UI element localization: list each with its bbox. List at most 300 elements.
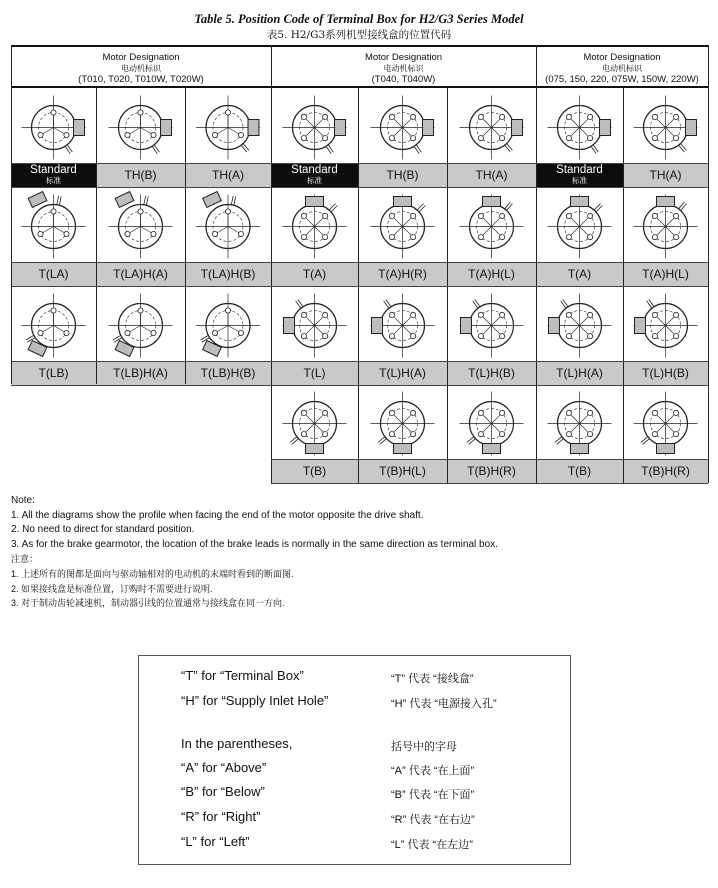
- position-code-label: [96, 262, 185, 286]
- bolt-hole: [238, 330, 243, 335]
- code-text: T(LA)H(B): [200, 267, 256, 281]
- diagram-cell: [271, 384, 358, 459]
- diagram-cell: [11, 88, 96, 163]
- motor-diagram: [536, 286, 623, 361]
- bolt-hole: [301, 213, 306, 218]
- code-subtext: 标准: [572, 176, 587, 185]
- bolt-hole: [138, 308, 143, 313]
- inlet-hole: [59, 196, 61, 205]
- position-code-label: [358, 361, 447, 385]
- motor-diagram: [358, 286, 447, 361]
- diagram-cell: [358, 384, 447, 459]
- bolt-hole: [411, 432, 416, 437]
- header-models: (T010, T020, T010W, T020W): [78, 74, 204, 85]
- code-text: T(L)H(A): [556, 366, 603, 380]
- bolt-hole: [500, 136, 505, 141]
- bolt-hole: [323, 213, 328, 218]
- grid-line: [11, 361, 708, 362]
- notes-heading: Note:: [11, 495, 35, 506]
- bolt-hole: [389, 432, 394, 437]
- terminal-box: [686, 120, 697, 136]
- note-item-cn: 3. 对于制动齿轮减速机，制动器引线的位置通常与接线盒在同一方向.: [11, 598, 285, 609]
- bolt-hole: [500, 432, 505, 437]
- inlet-hole: [596, 205, 602, 211]
- code-text: T(A): [567, 267, 592, 281]
- terminal-box: [394, 197, 412, 207]
- terminal-box: [571, 444, 589, 454]
- bolt-hole: [301, 235, 306, 240]
- inlet-hole: [419, 205, 425, 211]
- bolt-hole: [38, 132, 43, 137]
- terminal-box: [161, 120, 172, 136]
- legend-cn: “L” 代表 “在左边”: [391, 839, 473, 851]
- grid-line: [271, 483, 708, 484]
- bolt-hole: [301, 334, 306, 339]
- bolt-hole: [323, 235, 328, 240]
- bolt-hole: [674, 213, 679, 218]
- diagram-cell: [536, 88, 623, 163]
- header-label: Motor Designation: [102, 52, 180, 63]
- bolt-hole: [411, 312, 416, 317]
- motor-diagram: [358, 384, 447, 459]
- bolt-hole: [500, 312, 505, 317]
- grid-line: [185, 88, 186, 384]
- position-code-label: [447, 459, 536, 483]
- code-text: Standard: [30, 164, 77, 176]
- bolt-hole: [38, 231, 43, 236]
- bolt-hole: [64, 231, 69, 236]
- bolt-hole: [125, 330, 130, 335]
- bolt-hole: [566, 432, 571, 437]
- bolt-hole: [125, 231, 130, 236]
- code-text: TH(A): [212, 168, 244, 182]
- code-text: TH(A): [649, 168, 682, 182]
- motor-diagram: [96, 88, 185, 163]
- inlet-hole: [641, 437, 648, 443]
- motor-diagram: [623, 187, 708, 262]
- header-group-1: [11, 45, 271, 88]
- bolt-hole: [652, 334, 657, 339]
- inlet-hole: [681, 204, 687, 211]
- terminal-box: [115, 192, 134, 208]
- grid-line: [11, 286, 708, 287]
- grid-line: [271, 45, 272, 483]
- bolt-hole: [389, 312, 394, 317]
- terminal-box: [657, 444, 675, 454]
- diagram-cell: [623, 384, 708, 459]
- bolt-hole: [500, 213, 505, 218]
- bolt-hole: [500, 114, 505, 119]
- header-label-cn: 电动机标识: [602, 64, 642, 73]
- grid-line: [11, 163, 708, 164]
- inlet-hole: [146, 196, 148, 205]
- code-text: T(LB)H(A): [113, 366, 168, 380]
- bolt-hole: [225, 308, 230, 313]
- terminal-box: [74, 120, 85, 136]
- bolt-hole: [588, 114, 593, 119]
- legend-en: “L” for “Left”: [181, 834, 250, 849]
- bolt-hole: [238, 231, 243, 236]
- position-code-label: [623, 163, 708, 187]
- position-code-label: [11, 361, 96, 385]
- diagram-cell: [185, 88, 271, 163]
- diagram-cell: [11, 286, 96, 361]
- bolt-hole: [411, 410, 416, 415]
- code-subtext: 标准: [307, 176, 322, 185]
- terminal-box: [306, 197, 324, 207]
- notes-section: [11, 494, 498, 611]
- motor-diagram: [11, 187, 96, 262]
- position-code-label: [536, 361, 623, 385]
- bolt-hole: [125, 132, 130, 137]
- code-text: T(LB)H(B): [200, 366, 256, 380]
- diagram-cell: [536, 187, 623, 262]
- bolt-hole: [674, 136, 679, 141]
- header-group-2: [271, 45, 536, 88]
- position-code-label: [11, 262, 96, 286]
- bolt-hole: [566, 312, 571, 317]
- grid-line: [271, 459, 708, 460]
- bolt-hole: [652, 213, 657, 218]
- diagram-cell: [185, 286, 271, 361]
- bolt-hole: [238, 132, 243, 137]
- grid-line: [96, 88, 97, 384]
- inlet-hole: [505, 145, 511, 152]
- position-code-label: [536, 459, 623, 483]
- position-code-label: [11, 163, 96, 187]
- note-item-cn: 2. 如果接线盒是标准位置，订购时不需要进行说明.: [11, 583, 213, 594]
- bolt-hole: [389, 136, 394, 141]
- motor-diagram: [11, 286, 96, 361]
- grid-line: [11, 187, 708, 188]
- bolt-hole: [411, 235, 416, 240]
- bolt-hole: [138, 209, 143, 214]
- motor-diagram: [623, 384, 708, 459]
- legend-en: “T” for “Terminal Box”: [181, 668, 304, 683]
- bolt-hole: [323, 114, 328, 119]
- inlet-hole: [507, 204, 513, 211]
- inlet-hole: [290, 437, 297, 443]
- position-code-label: [96, 361, 185, 385]
- bolt-hole: [411, 114, 416, 119]
- legend-box: [138, 655, 571, 865]
- position-code-label: [536, 262, 623, 286]
- motor-diagram: [536, 187, 623, 262]
- bolt-hole: [588, 334, 593, 339]
- bolt-hole: [566, 213, 571, 218]
- bolt-hole: [389, 235, 394, 240]
- grid-line: [708, 45, 709, 483]
- bolt-hole: [64, 330, 69, 335]
- terminal-box: [600, 120, 611, 136]
- bolt-hole: [389, 410, 394, 415]
- bolt-hole: [478, 334, 483, 339]
- legend-cn: “R” 代表 “在右边”: [391, 814, 475, 826]
- bolt-hole: [566, 235, 571, 240]
- code-text: T(B)H(L): [379, 464, 426, 478]
- diagram-cell: [358, 286, 447, 361]
- code-text: T(A): [302, 267, 327, 281]
- motor-diagram: [536, 384, 623, 459]
- diagram-cell: [623, 286, 708, 361]
- diagram-cell: [96, 286, 185, 361]
- legend-en: “B” for “Below”: [181, 784, 265, 799]
- bolt-hole: [301, 410, 306, 415]
- motor-diagram: [96, 187, 185, 262]
- code-text: T(LB): [38, 366, 69, 380]
- motor-diagram: [271, 187, 358, 262]
- motor-diagram: [623, 286, 708, 361]
- motor-diagram: [447, 286, 536, 361]
- bolt-hole: [652, 235, 657, 240]
- terminal-box: [483, 444, 501, 454]
- note-item: 3. As for the brake gearmotor, the location of the brake leads is normally in the same direction as terminal box.: [11, 538, 498, 550]
- bolt-hole: [212, 330, 217, 335]
- bolt-hole: [500, 235, 505, 240]
- code-text: T(B): [302, 464, 327, 478]
- diagram-cell: [447, 286, 536, 361]
- header-models: (075, 150, 220, 075W, 150W, 220W): [545, 74, 699, 85]
- terminal-box: [571, 197, 589, 207]
- terminal-box: [372, 318, 383, 334]
- bolt-hole: [674, 235, 679, 240]
- diagram-cell: [536, 286, 623, 361]
- bolt-hole: [566, 114, 571, 119]
- diagram-cell: [447, 88, 536, 163]
- bolt-hole: [212, 132, 217, 137]
- code-text: T(L)H(B): [468, 366, 515, 380]
- inlet-hole: [331, 205, 337, 211]
- diagram-cell: [447, 384, 536, 459]
- header-group-3: [536, 45, 708, 88]
- bolt-hole: [500, 410, 505, 415]
- bolt-hole: [301, 136, 306, 141]
- terminal-box: [423, 120, 434, 136]
- bolt-hole: [588, 136, 593, 141]
- position-code-label: [358, 459, 447, 483]
- notes-heading-cn: 注意：: [11, 554, 39, 565]
- diagram-cell: [447, 187, 536, 262]
- bolt-hole: [389, 114, 394, 119]
- bolt-hole: [566, 410, 571, 415]
- motor-diagram: [185, 286, 271, 361]
- motor-diagram: [96, 286, 185, 361]
- code-text: T(L): [303, 366, 326, 380]
- diagram-cell: [623, 187, 708, 262]
- inlet-hole: [467, 437, 474, 443]
- bolt-hole: [588, 235, 593, 240]
- grid-line: [536, 45, 537, 483]
- bolt-hole: [225, 209, 230, 214]
- position-code-label: [185, 262, 271, 286]
- note-item: 2. No need to direct for standard position.: [11, 524, 195, 536]
- bolt-hole: [323, 334, 328, 339]
- code-text: T(A)H(R): [378, 267, 427, 281]
- bolt-hole: [478, 136, 483, 141]
- bolt-hole: [674, 334, 679, 339]
- code-text: T(B)H(R): [467, 464, 516, 478]
- position-code-label: [96, 163, 185, 187]
- position-code-label: [447, 163, 536, 187]
- terminal-box: [115, 341, 134, 357]
- inlet-hole: [241, 145, 247, 152]
- terminal-box: [203, 192, 222, 208]
- bolt-hole: [151, 330, 156, 335]
- position-code-table: [11, 45, 708, 483]
- bolt-hole: [225, 110, 230, 115]
- diagram-cell: [11, 187, 96, 262]
- inlet-hole: [378, 437, 385, 443]
- position-code-label: [271, 262, 358, 286]
- bolt-hole: [652, 410, 657, 415]
- terminal-box: [335, 120, 346, 136]
- legend-cn: “B” 代表 “在下面”: [391, 789, 475, 801]
- code-text: T(B)H(R): [641, 464, 690, 478]
- bolt-hole: [652, 136, 657, 141]
- bolt-hole: [389, 334, 394, 339]
- diagram-cell: [96, 88, 185, 163]
- diagram-cell: [358, 187, 447, 262]
- bolt-hole: [411, 334, 416, 339]
- bolt-hole: [323, 410, 328, 415]
- code-text: T(LA): [38, 267, 69, 281]
- terminal-box: [394, 444, 412, 454]
- grid-line: [11, 45, 12, 384]
- position-code-label: [185, 163, 271, 187]
- bolt-hole: [478, 114, 483, 119]
- position-code-label: [447, 361, 536, 385]
- bolt-hole: [588, 432, 593, 437]
- diagram-cell: [185, 187, 271, 262]
- legend-en: In the parentheses,: [181, 736, 293, 751]
- bolt-hole: [588, 410, 593, 415]
- bolt-hole: [652, 114, 657, 119]
- diagram-cell: [536, 384, 623, 459]
- position-code-label: [447, 262, 536, 286]
- bolt-hole: [478, 432, 483, 437]
- diagram-cell: [271, 187, 358, 262]
- bolt-hole: [674, 114, 679, 119]
- grid-line: [11, 385, 708, 386]
- bolt-hole: [566, 334, 571, 339]
- position-code-label: [271, 163, 358, 187]
- motor-diagram: [447, 187, 536, 262]
- page-title: Table 5. Position Code of Terminal Box for H2/G3 Series Model: [194, 12, 524, 26]
- bolt-hole: [588, 312, 593, 317]
- bolt-hole: [500, 334, 505, 339]
- position-code-label: [623, 262, 708, 286]
- bolt-hole: [478, 312, 483, 317]
- motor-diagram: [271, 384, 358, 459]
- header-models: (T040, T040W): [371, 74, 436, 85]
- grid-line: [11, 262, 708, 263]
- legend-en: “R” for “Right”: [181, 809, 261, 824]
- bolt-hole: [212, 231, 217, 236]
- code-text: T(A)H(L): [468, 267, 515, 281]
- bolt-hole: [588, 213, 593, 218]
- position-code-label: [271, 459, 358, 483]
- terminal-box: [549, 318, 560, 334]
- bolt-hole: [652, 432, 657, 437]
- header-label-cn: 电动机标识: [121, 64, 161, 73]
- bolt-hole: [652, 312, 657, 317]
- position-code-label: [358, 262, 447, 286]
- code-text: TH(A): [475, 168, 508, 182]
- terminal-box: [28, 192, 47, 208]
- bolt-hole: [51, 110, 56, 115]
- code-text: T(LA)H(A): [113, 267, 168, 281]
- bolt-hole: [323, 432, 328, 437]
- position-code-label: [358, 163, 447, 187]
- motor-diagram: [447, 384, 536, 459]
- bolt-hole: [566, 136, 571, 141]
- inlet-hole: [555, 437, 562, 443]
- note-item: 1. All the diagrams show the profile when facing the end of the motor opposite the drive shaft.: [11, 509, 424, 521]
- terminal-box: [284, 318, 295, 334]
- code-text: Standard: [291, 164, 338, 176]
- legend-cn: “T” 代表 “接线盒”: [391, 673, 474, 685]
- terminal-box: [635, 318, 646, 334]
- bolt-hole: [674, 410, 679, 415]
- position-code-label: [623, 459, 708, 483]
- inlet-hole: [234, 196, 236, 205]
- header-label-cn: 电动机标识: [383, 64, 424, 73]
- bolt-hole: [301, 432, 306, 437]
- motor-diagram: [271, 88, 358, 163]
- bolt-hole: [478, 213, 483, 218]
- code-text: TH(B): [124, 168, 157, 182]
- legend-cn: “H” 代表 “电源接入孔”: [391, 698, 497, 710]
- header-label: Motor Designation: [583, 52, 661, 63]
- inlet-hole: [679, 145, 685, 152]
- bolt-hole: [674, 432, 679, 437]
- legend-en: “A” for “Above”: [181, 760, 267, 775]
- bolt-hole: [138, 110, 143, 115]
- bolt-hole: [151, 132, 156, 137]
- code-text: T(B): [567, 464, 592, 478]
- terminal-box: [28, 341, 47, 357]
- diagram-cell: [271, 88, 358, 163]
- bolt-hole: [323, 312, 328, 317]
- header-label: Motor Designation: [364, 52, 443, 63]
- legend-en: “H” for “Supply Inlet Hole”: [181, 693, 329, 708]
- position-code-label: [536, 163, 623, 187]
- code-text: TH(B): [386, 168, 419, 182]
- page-title-cn: 表5. H2/G3系列机型接线盒的位置代码: [266, 29, 452, 41]
- bolt-hole: [478, 235, 483, 240]
- motor-diagram: [358, 88, 447, 163]
- motor-diagram: [623, 88, 708, 163]
- bolt-hole: [51, 209, 56, 214]
- bolt-hole: [478, 410, 483, 415]
- motor-diagram: [447, 88, 536, 163]
- diagram-cell: [623, 88, 708, 163]
- bolt-hole: [411, 213, 416, 218]
- motor-diagram: [358, 187, 447, 262]
- diagram-cell: [96, 187, 185, 262]
- bolt-hole: [151, 231, 156, 236]
- motor-diagram: [185, 88, 271, 163]
- diagram-cell: [358, 88, 447, 163]
- legend-cn: 括号中的字母: [391, 741, 457, 753]
- bolt-hole: [38, 330, 43, 335]
- bolt-hole: [411, 136, 416, 141]
- bolt-hole: [323, 136, 328, 141]
- bolt-hole: [301, 312, 306, 317]
- terminal-box: [203, 341, 222, 357]
- position-code-label: [623, 361, 708, 385]
- bolt-hole: [389, 213, 394, 218]
